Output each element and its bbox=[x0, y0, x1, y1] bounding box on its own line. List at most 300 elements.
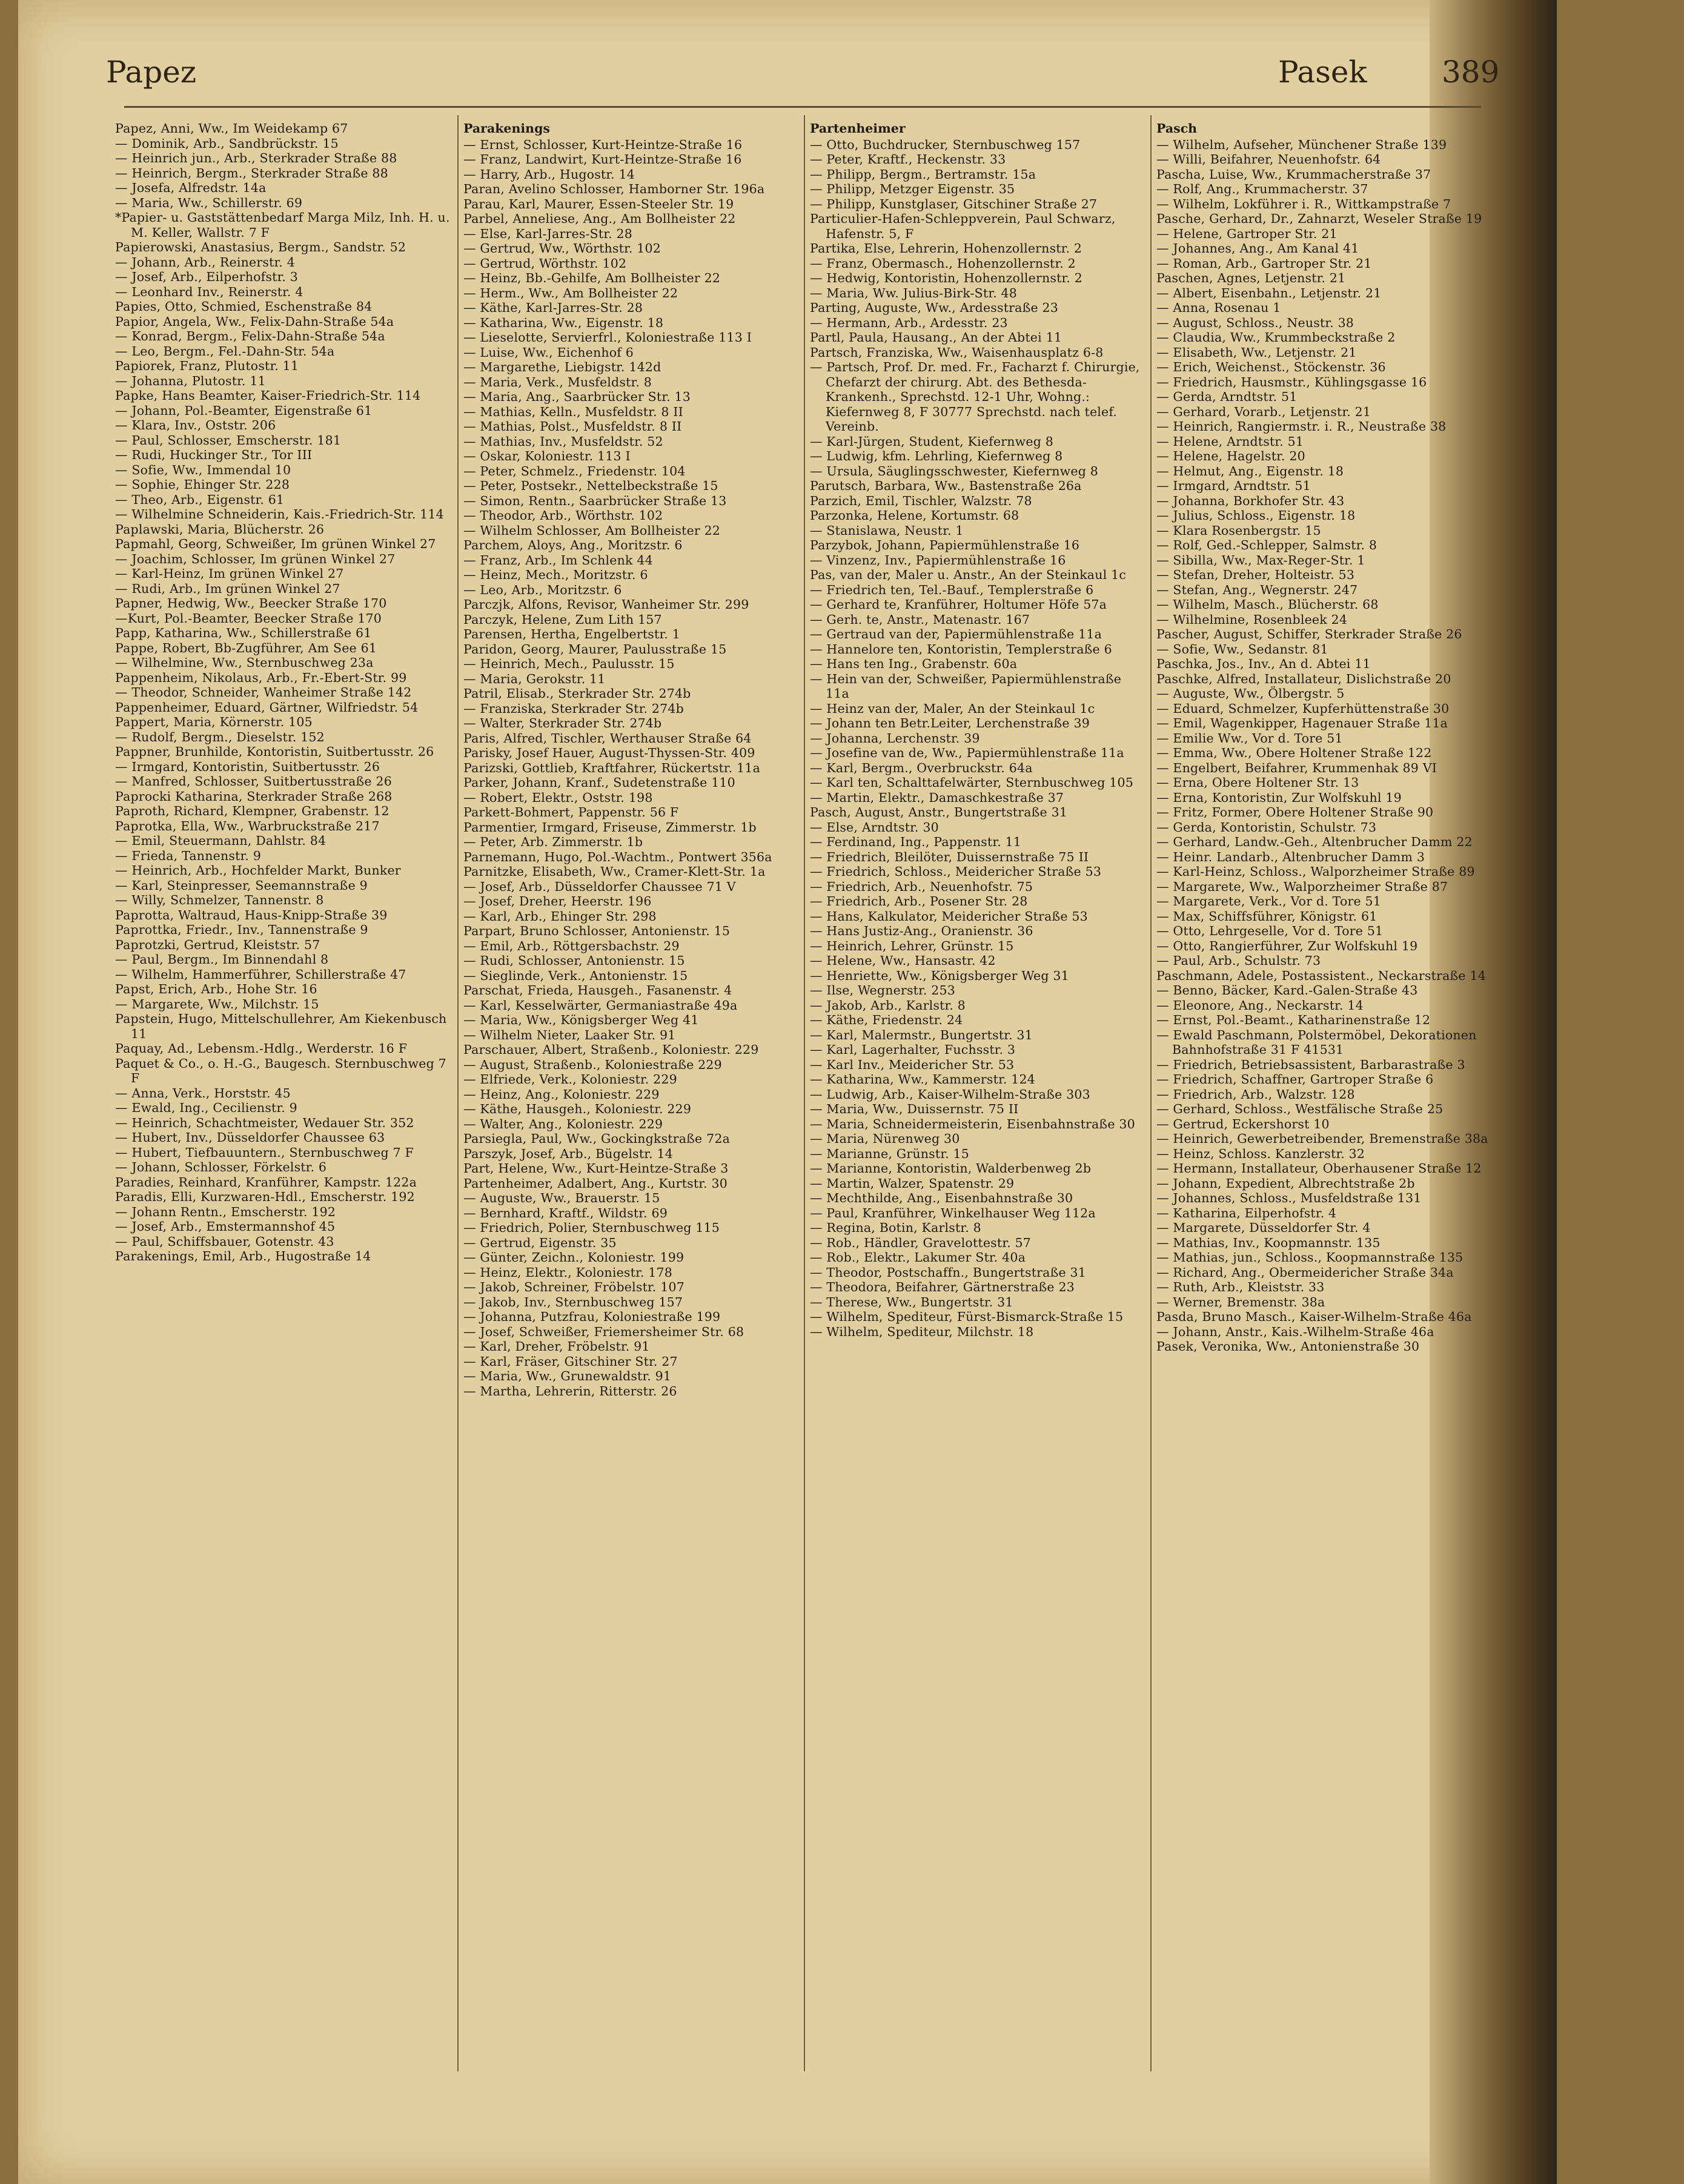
directory-entry: — Ernst, Pol.-Beamt., Katharinenstraße 12 bbox=[1156, 1013, 1431, 1027]
directory-entry: — Wilhelm, Lokführer i. R., Wittkampstraße 7 bbox=[1156, 196, 1451, 211]
directory-entry: — Hedwig, Kontoristin, Hohenzollernstr. 2 bbox=[810, 271, 1082, 285]
directory-entry: — Ilse, Wegnerstr. 253 bbox=[810, 983, 956, 998]
directory-entry: — Rob., Händler, Gravelottestr. 57 bbox=[810, 1235, 1031, 1250]
directory-entry: Pas, van der, Maler u. Anstr., An der Steinkaul 1c bbox=[810, 568, 1127, 582]
directory-entry: Parpart, Bruno Schlosser, Antonienstr. 15 bbox=[463, 924, 731, 938]
directory-entry: Papner, Hedwig, Ww., Beecker Straße 170 bbox=[115, 596, 387, 611]
directory-entry: Pappe, Robert, Bb-Zugführer, Am See 61 bbox=[115, 640, 377, 655]
directory-entry: — Otto, Lehrgeselle, Vor d. Tore 51 bbox=[1156, 924, 1384, 938]
directory-entry: Paquay, Ad., Lebensm.-Hdlg., Werderstr. 16 F bbox=[115, 1041, 408, 1056]
directory-entry: — Heinrich, Gewerbetreibender, Bremenstraße 38a bbox=[1156, 1131, 1488, 1146]
directory-entry: — Leo, Bergm., Fel.-Dahn-Str. 54a bbox=[115, 343, 335, 359]
directory-entry: Parczjk, Alfons, Revisor, Wanheimer Str. 299 bbox=[463, 597, 749, 612]
directory-entry: — Sibilla, Ww., Max-Reger-Str. 1 bbox=[1156, 552, 1365, 568]
directory-entry: — Johannes, Schloss., Musfeldstraße 131 bbox=[1156, 1191, 1422, 1205]
directory-entry: — Paul, Schlosser, Emscherstr. 181 bbox=[115, 432, 342, 448]
directory-entry: Paschke, Alfred, Installateur, Dislichstraße 20 bbox=[1156, 671, 1451, 686]
directory-entry: — Karl, Lagerhalter, Fuchsstr. 3 bbox=[810, 1042, 1016, 1057]
directory-entry: — Klara Rosenbergstr. 15 bbox=[1156, 523, 1321, 538]
directory-entry: — Rudi, Arb., Im grünen Winkel 27 bbox=[115, 581, 340, 596]
directory-entry: — Paul, Schiffsbauer, Gotenstr. 43 bbox=[115, 1234, 334, 1249]
directory-entry: — Heinz, Bb.-Gehilfe, Am Bollheister 22 bbox=[463, 271, 721, 285]
directory-entry: — Joachim, Schlosser, Im grünen Winkel 27 bbox=[115, 551, 396, 566]
directory-entry: — Maria, Gerokstr. 11 bbox=[463, 671, 606, 686]
directory-entry: Partenheimer, Adalbert, Ang., Kurtstr. 30 bbox=[463, 1176, 728, 1191]
directory-entry: — Irmgard, Kontoristin, Suitbertusstr. 26 bbox=[115, 759, 380, 774]
directory-entry: — Mathias, Kelln., Musfeldstr. 8 II bbox=[463, 404, 683, 419]
directory-entry: — Dominik, Arb., Sandbrückstr. 15 bbox=[115, 136, 339, 151]
directory-entry: Parakenings, Emil, Arb., Hugostraße 14 bbox=[115, 1249, 371, 1263]
directory-entry: — Franz, Arb., Im Schlenk 44 bbox=[463, 552, 653, 568]
directory-entry: — Vinzenz, Inv., Papiermühlenstraße 16 bbox=[810, 552, 1066, 568]
directory-entry: — Friedrich, Bleilöter, Duissernstraße 75 II bbox=[810, 849, 1089, 864]
directory-entry: Parnemann, Hugo, Pol.-Wachtm., Pontwert 356a bbox=[463, 849, 772, 864]
directory-entry: — Hannelore ten, Kontoristin, Templerstraße 6 bbox=[810, 641, 1112, 657]
directory-entry: Paprotzki, Gertrud, Kleiststr. 57 bbox=[115, 937, 320, 952]
directory-entry: — Friedrich, Arb., Neuenhofstr. 75 bbox=[810, 879, 1033, 894]
directory-entry: — Stefan, Ang., Wegnerstr. 247 bbox=[1156, 582, 1358, 597]
directory-entry: — Johanna, Borkhofer Str. 43 bbox=[1156, 493, 1345, 508]
directory-entry: Parutsch, Barbara, Ww., Bastenstraße 26a bbox=[810, 478, 1082, 493]
directory-entry: — Hermann, Installateur, Oberhausener Straße 12 bbox=[1156, 1161, 1482, 1176]
directory-entry: — Klara, Inv., Oststr. 206 bbox=[115, 418, 276, 432]
directory-entry: — Heinz, Ang., Koloniestr. 229 bbox=[463, 1087, 660, 1102]
directory-entry: — Karl, Malermstr., Bungertstr. 31 bbox=[810, 1027, 1033, 1042]
directory-entry: — Ruth, Arb., Kleiststr. 33 bbox=[1156, 1280, 1325, 1294]
directory-entry: — Erna, Obere Holtener Str. 13 bbox=[1156, 775, 1359, 790]
directory-entry: — Regina, Botin, Karlstr. 8 bbox=[810, 1220, 981, 1235]
directory-entry: — Hubert, Tiefbauuntern., Sternbuschweg 7 F bbox=[115, 1145, 414, 1160]
directory-entry: Parbel, Anneliese, Ang., Am Bollheister 22 bbox=[463, 211, 736, 226]
directory-entry: — Gertraud van der, Papiermühlenstraße 11a bbox=[810, 627, 1102, 641]
directory-entry: — Gertrud, Wörthstr. 102 bbox=[463, 256, 627, 271]
directory-entry: — Helene, Ww., Hansastr. 42 bbox=[810, 953, 996, 968]
column-4 bbox=[1156, 121, 1493, 2083]
directory-entry: — Fritz, Former, Obere Holtener Straße 90 bbox=[1156, 805, 1434, 819]
directory-entry: Parnitzke, Elisabeth, Ww., Cramer-Klett-Str. 1a bbox=[463, 864, 766, 879]
directory-entry: — Bernhard, Kraftf., Wildstr. 69 bbox=[463, 1205, 668, 1220]
directory-entry: — Karl, Steinpresser, Seemannstraße 9 bbox=[115, 878, 368, 893]
directory-entry: Parszyk, Josef, Arb., Bügelstr. 14 bbox=[463, 1146, 673, 1161]
directory-entry: — Katharina, Eilperhofstr. 4 bbox=[1156, 1205, 1337, 1220]
directory-entry: — Mathias, Polst., Musfeldstr. 8 II bbox=[463, 419, 682, 434]
directory-entry: — Josef, Arb., Eilperhofstr. 3 bbox=[115, 270, 299, 284]
directory-entry: Partsch, Franziska, Ww., Waisenhausplatz 6-8 bbox=[810, 345, 1104, 360]
directory-entry: Partl, Paula, Hausang., An der Abtei 11 bbox=[810, 330, 1062, 345]
directory-entry: — Mathias, jun., Schloss., Koopmannstraße 135 bbox=[1156, 1250, 1464, 1265]
directory-entry: Parschauer, Albert, Straßenb., Koloniestr. 229 bbox=[463, 1042, 759, 1057]
column-caption: Pasch bbox=[1156, 121, 1198, 136]
directory-entry: — Auguste, Ww., Brauerstr. 15 bbox=[463, 1191, 660, 1205]
header-rule bbox=[124, 106, 1481, 108]
directory-entry: — Manfred, Schlosser, Suitbertusstraße 26 bbox=[115, 774, 392, 789]
directory-entry: — Rudolf, Bergm., Dieselstr. 152 bbox=[115, 729, 325, 744]
directory-entry: — Helene, Gartroper Str. 21 bbox=[1156, 226, 1338, 241]
directory-entry: Paran, Avelino Schlosser, Hamborner Str. 196a bbox=[463, 182, 765, 196]
directory-entry: — Stanislawa, Neustr. 1 bbox=[810, 523, 964, 538]
directory-entry: Parsiegla, Paul, Ww., Gockingkstraße 72a bbox=[463, 1131, 731, 1146]
directory-entry: — Else, Karl-Jarres-Str. 28 bbox=[463, 226, 633, 241]
directory-entry: — Emilie Ww., Vor d. Tore 51 bbox=[1156, 730, 1343, 746]
directory-entry: — Philipp, Metzger Eigenstr. 35 bbox=[810, 182, 1015, 196]
directory-entry: — Hans Justiz-Ang., Oranienstr. 36 bbox=[810, 924, 1033, 938]
directory-entry: — Wilhelm Schlosser, Am Bollheister 22 bbox=[463, 523, 721, 538]
directory-entry: — Mechthilde, Ang., Eisenbahnstraße 30 bbox=[810, 1191, 1073, 1205]
directory-entry: Papez, Anni, Ww., Im Weidekamp 67 bbox=[115, 121, 348, 136]
directory-entry: Paprottka, Friedr., Inv., Tannenstraße 9 bbox=[115, 922, 368, 937]
directory-entry: — Gerda, Kontoristin, Schulstr. 73 bbox=[1156, 819, 1377, 835]
directory-entry: — Hans, Kalkulator, Meidericher Straße 53 bbox=[810, 908, 1088, 924]
directory-entry: — Margarethe, Liebigstr. 142d bbox=[463, 360, 661, 374]
directory-entry: — Peter, Schmelz., Friedenstr. 104 bbox=[463, 463, 686, 478]
directory-entry: — Henriette, Ww., Königsberger Weg 31 bbox=[810, 968, 1069, 983]
directory-entry: — Willy, Schmelzer, Tannenstr. 8 bbox=[115, 893, 324, 907]
directory-entry: — Hein van der, Schweißer, Papiermühlenstraße 11a bbox=[810, 671, 1122, 701]
directory-entry: Parkett-Bohmert, Pappenstr. 56 F bbox=[463, 805, 679, 819]
column-caption: Parakenings bbox=[463, 121, 550, 136]
directory-entry: Papior, Angela, Ww., Felix-Dahn-Straße 54a bbox=[115, 314, 394, 329]
column-3 bbox=[810, 121, 1146, 2083]
directory-entry: Pappenheim, Nikolaus, Arb., Fr.-Ebert-Str. 99 bbox=[115, 670, 407, 685]
directory-entry: — Günter, Zeichn., Koloniestr. 199 bbox=[463, 1250, 685, 1265]
directory-entry: — Philipp, Kunstglaser, Gitschiner Straße 27 bbox=[810, 196, 1098, 211]
directory-entry: — Wilhelmine, Rosenbleek 24 bbox=[1156, 612, 1348, 627]
directory-entry: — Heinz, Schloss. Kanzlerstr. 32 bbox=[1156, 1146, 1365, 1161]
directory-entry: — Margarete, Ww., Milchstr. 15 bbox=[115, 996, 319, 1011]
directory-entry: — Emil, Wagenkipper, Hagenauer Straße 11a bbox=[1156, 716, 1448, 730]
directory-entry: Pappenheimer, Eduard, Gärtner, Wilfriedstr. 54 bbox=[115, 700, 419, 715]
directory-entry: — Peter, Postsekr., Nettelbeckstraße 15 bbox=[463, 478, 718, 493]
directory-entry: — Jakob, Schreiner, Fröbelstr. 107 bbox=[463, 1280, 685, 1294]
directory-entry: — Hermann, Arb., Ardesstr. 23 bbox=[810, 315, 1008, 330]
directory-entry: — Werner, Bremenstr. 38a bbox=[1156, 1294, 1325, 1309]
directory-entry: — Walter, Ang., Koloniestr. 229 bbox=[463, 1116, 663, 1131]
directory-entry: Paprotta, Waltraud, Haus-Knipp-Straße 39 bbox=[115, 907, 388, 922]
directory-entry: — Leo, Arb., Moritzstr. 6 bbox=[463, 582, 622, 597]
directory-entry: Pasda, Bruno Masch., Kaiser-Wilhelm-Straße 46a bbox=[1156, 1309, 1472, 1324]
directory-entry: Parensen, Hertha, Engelbertstr. 1 bbox=[463, 627, 680, 641]
directory-entry: — Elisabeth, Ww., Letjenstr. 21 bbox=[1156, 345, 1357, 360]
directory-entry: Part, Helene, Ww., Kurt-Heintze-Straße 3 bbox=[463, 1161, 729, 1176]
directory-entry: Pascha, Luise, Ww., Krummacherstraße 37 bbox=[1156, 167, 1431, 182]
directory-entry: Patril, Elisab., Sterkrader Str. 274b bbox=[463, 686, 691, 701]
directory-entry: — Albert, Eisenbahn., Letjenstr. 21 bbox=[1156, 285, 1382, 300]
directory-entry: — Paul, Kranführer, Winkelhauser Weg 112a bbox=[810, 1205, 1096, 1220]
directory-entry: Pappner, Brunhilde, Kontoristin, Suitbertusstr. 26 bbox=[115, 744, 434, 759]
directory-entry: — Johann, Expedient, Albrechtstraße 2b bbox=[1156, 1176, 1415, 1191]
directory-entry: — Willi, Beifahrer, Neuenhofstr. 64 bbox=[1156, 152, 1381, 167]
directory-entry: — Roman, Arb., Gartroper Str. 21 bbox=[1156, 256, 1372, 271]
directory-entry: — Heinrich, Rangiermstr. i. R., Neustraße 38 bbox=[1156, 419, 1447, 434]
directory-entry: — Theo, Arb., Eigenstr. 61 bbox=[115, 492, 285, 507]
directory-entry: — Friedrich, Arb., Posener Str. 28 bbox=[810, 894, 1028, 908]
directory-entry: — Karl-Heinz, Schloss., Walporzheimer Straße 89 bbox=[1156, 864, 1475, 879]
directory-entry: — August, Schloss., Neustr. 38 bbox=[1156, 315, 1354, 330]
directory-entry: Pascher, August, Schiffer, Sterkrader Straße 26 bbox=[1156, 627, 1462, 641]
directory-entry: Papst, Erich, Arb., Hohe Str. 16 bbox=[115, 982, 317, 996]
directory-entry: — Karl, Bergm., Overbruckstr. 64a bbox=[810, 760, 1033, 775]
directory-entry: — Konrad, Bergm., Felix-Dahn-Straße 54a bbox=[115, 329, 385, 343]
directory-entry: — Hans ten Ing., Grabenstr. 60a bbox=[810, 657, 1018, 671]
directory-entry: — Karl-Heinz, Im grünen Winkel 27 bbox=[115, 566, 344, 581]
directory-entry: — Rudi, Schlosser, Antonienstr. 15 bbox=[463, 953, 685, 968]
directory-entry: — Robert, Elektr., Oststr. 198 bbox=[463, 790, 653, 805]
directory-entry: — Wilhelm, Spediteur, Milchstr. 18 bbox=[810, 1324, 1034, 1339]
directory-entry: — Karl-Jürgen, Student, Kiefernweg 8 bbox=[810, 434, 1054, 449]
directory-entry: — Ursula, Säuglingsschwester, Kiefernweg 8 bbox=[810, 463, 1099, 478]
directory-entry: — Karl, Arb., Ehinger Str. 298 bbox=[463, 908, 657, 924]
directory-entry: — Friedrich, Hausmstr., Kühlingsgasse 16 bbox=[1156, 374, 1427, 389]
directory-entry: — Irmgard, Arndtstr. 51 bbox=[1156, 478, 1311, 493]
directory-entry: — Gerhard, Landw.-Geh., Altenbrucher Damm 22 bbox=[1156, 835, 1473, 849]
directory-entry: — Herm., Ww., Am Bollheister 22 bbox=[463, 285, 678, 300]
directory-entry: Partika, Else, Lehrerin, Hohenzollernstr. 2 bbox=[810, 241, 1082, 256]
directory-entry: Parzonka, Helene, Kortumstr. 68 bbox=[810, 508, 1019, 523]
directory-entry: — Mathias, Inv., Musfeldstr. 52 bbox=[463, 434, 663, 449]
directory-entry: Papstein, Hugo, Mittelschullehrer, Am Kiekenbusch 11 bbox=[115, 1011, 447, 1041]
directory-entry: — Auguste, Ww., Ölbergstr. 5 bbox=[1156, 686, 1345, 701]
directory-entry: — Sophie, Ehinger Str. 228 bbox=[115, 477, 290, 492]
directory-entry: — Sofie, Ww., Sedanstr. 81 bbox=[1156, 641, 1328, 657]
directory-entry: Paprotka, Ella, Ww., Warbruckstraße 217 bbox=[115, 818, 380, 833]
directory-entry: — Maria, Ww., Königsberger Weg 41 bbox=[463, 1013, 699, 1027]
directory-entry: — Anna, Rosenau 1 bbox=[1156, 300, 1281, 315]
directory-entry: — Gertrud, Eckershorst 10 bbox=[1156, 1116, 1330, 1131]
directory-entry: — Johann, Schlosser, Förkelstr. 6 bbox=[115, 1160, 327, 1174]
directory-entry: Papp, Katharina, Ww., Schillerstraße 61 bbox=[115, 626, 372, 640]
directory-entry: — Elfriede, Verk., Koloniestr. 229 bbox=[463, 1072, 677, 1087]
directory-entry: — Heinrich, Schachtmeister, Wedauer Str. 352 bbox=[115, 1115, 414, 1130]
directory-entry: — Erna, Kontoristin, Zur Wolfskuhl 19 bbox=[1156, 790, 1402, 805]
column-divider bbox=[804, 115, 805, 2071]
header-last-name: Pasek bbox=[1278, 55, 1367, 90]
directory-entry: Parchem, Aloys, Ang., Moritzstr. 6 bbox=[463, 538, 683, 552]
directory-entry: — Johann ten Betr.Leiter, Lerchenstraße 39 bbox=[810, 716, 1090, 730]
directory-entry: — Partsch, Prof. Dr. med. Fr., Facharzt f. Chirurgie, Chefarzt der chirurg. Abt. des Bethesda-Krankenh., Sprechstd. 12-1 Uhr, Wohng.: Kiefernweg 8, F 30777 Sprechstd. nach telef. Vereinb. bbox=[810, 360, 1140, 434]
directory-entry: — Eduard, Schmelzer, Kupferhüttenstraße 30 bbox=[1156, 701, 1450, 716]
directory-entry: — Johanna, Plutostr. 11 bbox=[115, 373, 266, 388]
directory-entry: — Gertrud, Ww., Wörthstr. 102 bbox=[463, 241, 661, 256]
directory-entry: — Ludwig, Arb., Kaiser-Wilhelm-Straße 303 bbox=[810, 1087, 1090, 1102]
directory-entry: Parting, Auguste, Ww., Ardesstraße 23 bbox=[810, 300, 1059, 315]
directory-entry: — Emma, Ww., Obere Holtener Straße 122 bbox=[1156, 746, 1432, 760]
directory-entry: — Else, Arndtstr. 30 bbox=[810, 819, 939, 835]
directory-entry: Papierowski, Anastasius, Bergm., Sandstr. 52 bbox=[115, 240, 406, 254]
directory-entry: Pasche, Gerhard, Dr., Zahnarzt, Weseler Straße 19 bbox=[1156, 211, 1482, 226]
directory-entry: — Max, Schiffsführer, Königstr. 61 bbox=[1156, 908, 1377, 924]
directory-entry: — Josef, Arb., Emstermannshof 45 bbox=[115, 1219, 336, 1234]
directory-entry: — Karl ten, Schalttafelwärter, Sternbuschweg 105 bbox=[810, 775, 1134, 790]
directory-entry: — Friedrich, Polier, Sternbuschweg 115 bbox=[463, 1220, 720, 1235]
directory-entry: Papies, Otto, Schmied, Eschenstraße 84 bbox=[115, 299, 373, 314]
directory-entry: — Erich, Weichenst., Stöckenstr. 36 bbox=[1156, 360, 1386, 374]
column-1 bbox=[115, 121, 451, 2083]
directory-entry: — Maria, Ww., Duissernstr. 75 II bbox=[810, 1102, 1019, 1116]
directory-entry: — Wilhelm, Masch., Blücherstr. 68 bbox=[1156, 597, 1379, 612]
directory-entry: — Maria, Ww., Schillerstr. 69 bbox=[115, 195, 303, 210]
directory-entry: — Frieda, Tannenstr. 9 bbox=[115, 848, 261, 863]
directory-entry: — Luise, Ww., Eichenhof 6 bbox=[463, 345, 634, 360]
directory-entry: — Friedrich, Schaffner, Gartroper Straße 6 bbox=[1156, 1072, 1434, 1087]
directory-entry: — Margarete, Düsseldorfer Str. 4 bbox=[1156, 1220, 1371, 1235]
directory-entry: — Otto, Buchdrucker, Sternbuschweg 157 bbox=[810, 137, 1081, 152]
directory-entry: — Karl Inv., Meidericher Str. 53 bbox=[810, 1057, 1015, 1072]
directory-entry: — Karl, Fräser, Gitschiner Str. 27 bbox=[463, 1354, 678, 1369]
directory-entry: Pasek, Veronika, Ww., Antonienstraße 30 bbox=[1156, 1339, 1420, 1354]
directory-entry: Particulier-Hafen-Schleppverein, Paul Schwarz, Hafenstr. 5, F bbox=[810, 211, 1116, 241]
directory-entry: — Peter, Kraftf., Heckenstr. 33 bbox=[810, 152, 1006, 167]
directory-entry: Parmentier, Irmgard, Friseuse, Zimmerstr. 1b bbox=[463, 819, 757, 835]
directory-entry: — Jakob, Inv., Sternbuschweg 157 bbox=[463, 1294, 683, 1309]
directory-entry: Paproth, Richard, Klempner, Grabenstr. 12 bbox=[115, 804, 390, 818]
directory-entry: — Rudi, Huckinger Str., Tor III bbox=[115, 448, 313, 462]
directory-entry: — Helmut, Ang., Eigenstr. 18 bbox=[1156, 463, 1344, 478]
directory-entry: Parzich, Emil, Tischler, Walzstr. 78 bbox=[810, 493, 1032, 508]
directory-entry: — Wilhelmine Schneiderin, Kais.-Friedrich-Str. 114 bbox=[115, 507, 444, 521]
directory-entry: — Wilhelm, Hammerführer, Schillerstraße 47 bbox=[115, 967, 406, 982]
directory-entry: — Gerh. te, Anstr., Matenastr. 167 bbox=[810, 612, 1030, 627]
directory-entry: Paradies, Reinhard, Kranführer, Kampstr. 122a bbox=[115, 1174, 417, 1190]
directory-entry: — Martin, Elektr., Damaschkestraße 37 bbox=[810, 790, 1064, 805]
directory-entry: — Sieglinde, Verk., Antonienstr. 15 bbox=[463, 968, 688, 983]
directory-entry: — Otto, Rangierführer, Zur Wolfskuhl 19 bbox=[1156, 938, 1418, 953]
directory-entry: — Ferdinand, Ing., Pappenstr. 11 bbox=[810, 835, 1021, 849]
directory-entry: — Friedrich, Betriebsassistent, Barbarastraße 3 bbox=[1156, 1057, 1465, 1072]
directory-entry: — Maria, Nürenweg 30 bbox=[810, 1131, 960, 1146]
directory-entry: — Käthe, Karl-Jarres-Str. 28 bbox=[463, 300, 643, 315]
directory-entry: — Maria, Ang., Saarbrücker Str. 13 bbox=[463, 389, 691, 404]
directory-entry: — Jakob, Arb., Karlstr. 8 bbox=[810, 998, 966, 1013]
directory-entry: — Theodor, Postschaffn., Bungertstraße 31 bbox=[810, 1265, 1086, 1280]
directory-entry: — Johanna, Lerchenstr. 39 bbox=[810, 730, 980, 746]
directory-entry: — Heinz, Mech., Moritzstr. 6 bbox=[463, 568, 648, 582]
directory-entry: —Kurt, Pol.-Beamter, Beecker Straße 170 bbox=[115, 611, 382, 626]
directory-entry: — Anna, Verk., Horststr. 45 bbox=[115, 1085, 291, 1100]
directory-entry: — Sofie, Ww., Immendal 10 bbox=[115, 462, 291, 477]
directory-entry: Parau, Karl, Maurer, Essen-Steeler Str. 19 bbox=[463, 196, 734, 211]
directory-entry: Paschmann, Adele, Postassistent., Neckarstraße 14 bbox=[1156, 968, 1486, 983]
directory-entry: — Lieselotte, Servierfrl., Koloniestraße 113 I bbox=[463, 330, 752, 345]
directory-entry: — Heinrich, Arb., Hochfelder Markt, Bunker bbox=[115, 863, 401, 878]
directory-entry: — Johanna, Putzfrau, Koloniestraße 199 bbox=[463, 1309, 721, 1324]
directory-entry: — Peter, Arb. Zimmerstr. 1b bbox=[463, 835, 643, 849]
directory-entry: Parisky, Josef Hauer, August-Thyssen-Str. 409 bbox=[463, 746, 755, 760]
directory-entry: — Heinrich jun., Arb., Sterkrader Straße 88 bbox=[115, 151, 397, 165]
directory-entry: — Katharina, Ww., Eigenstr. 18 bbox=[463, 315, 664, 330]
directory-entry: Papke, Hans Beamter, Kaiser-Friedrich-Str. 114 bbox=[115, 388, 421, 403]
directory-entry: — Heinz, Elektr., Koloniestr. 178 bbox=[463, 1265, 672, 1280]
directory-entry: — Claudia, Ww., Krummbeckstraße 2 bbox=[1156, 330, 1396, 345]
directory-entry: — Wilhelm, Spediteur, Fürst-Bismarck-Straße 15 bbox=[810, 1309, 1124, 1324]
directory-entry: — Josefa, Alfredstr. 14a bbox=[115, 180, 267, 195]
directory-entry: — Stefan, Dreher, Holteistr. 53 bbox=[1156, 568, 1355, 582]
directory-entry: — Karl, Dreher, Fröbelstr. 91 bbox=[463, 1339, 650, 1354]
directory-entry: Pappert, Maria, Körnerstr. 105 bbox=[115, 715, 313, 729]
directory-entry: — Emil, Steuermann, Dahlstr. 84 bbox=[115, 833, 327, 848]
directory-entry: Paplawski, Maria, Blücherstr. 26 bbox=[115, 521, 325, 537]
directory-entry: — Johann Rentn., Emscherstr. 192 bbox=[115, 1204, 336, 1219]
directory-entry: — Gerda, Arndtstr. 51 bbox=[1156, 389, 1298, 404]
directory-entry: Parschat, Frieda, Hausgeh., Fasanenstr. 4 bbox=[463, 983, 732, 998]
directory-entry: — Engelbert, Beifahrer, Krummenhak 89 VI bbox=[1156, 760, 1437, 775]
header-first-name: Papez bbox=[106, 55, 197, 90]
directory-entry: — Gerhard, Schloss., Westfälische Straße 25 bbox=[1156, 1102, 1444, 1116]
directory-entry: — Simon, Rentn., Saarbrücker Straße 13 bbox=[463, 493, 727, 508]
directory-entry: — Josefine van de, Ww., Papiermühlenstraße 11a bbox=[810, 746, 1124, 760]
directory-entry: — Heinz van der, Maler, An der Steinkaul 1c bbox=[810, 701, 1095, 716]
directory-entry: Paradis, Elli, Kurzwaren-Hdl., Emscherstr. 192 bbox=[115, 1190, 415, 1204]
directory-entry: Paschka, Jos., Inv., An d. Abtei 11 bbox=[1156, 657, 1371, 671]
directory-entry: — Helene, Hagelstr. 20 bbox=[1156, 449, 1305, 463]
directory-entry: — Ewald, Ing., Cecilienstr. 9 bbox=[115, 1100, 297, 1115]
directory-entry: Papiorek, Franz, Plutostr. 11 bbox=[115, 359, 299, 373]
directory-entry: — Ewald Paschmann, Polstermöbel, Dekorationen Bahnhofstraße 31 F 41531 bbox=[1156, 1027, 1477, 1057]
directory-entry: — Karl, Kesselwärter, Germaniastraße 49a bbox=[463, 998, 738, 1013]
directory-entry: — Josef, Arb., Düsseldorfer Chaussee 71 V bbox=[463, 879, 736, 894]
directory-entry: — Ludwig, kfm. Lehrling, Kiefernweg 8 bbox=[810, 449, 1063, 463]
directory-entry: — Wilhelm Nieter, Laaker Str. 91 bbox=[463, 1027, 676, 1042]
directory-entry: — Franziska, Sterkrader Str. 274b bbox=[463, 701, 684, 716]
directory-entry: — Richard, Ang., Obermeidericher Straße 34a bbox=[1156, 1265, 1454, 1280]
directory-entry: — Friedrich ten, Tel.-Bauf., Templerstraße 6 bbox=[810, 582, 1094, 597]
directory-entry: Parczyk, Helene, Zum Lith 157 bbox=[463, 612, 662, 627]
directory-entry: — Martha, Lehrerin, Ritterstr. 26 bbox=[463, 1383, 677, 1398]
directory-entry: Parizski, Gottlieb, Kraftfahrer, Rückertstr. 11a bbox=[463, 760, 761, 775]
column-caption: Partenheimer bbox=[810, 121, 906, 136]
directory-entry: — Harry, Arb., Hugostr. 14 bbox=[463, 167, 635, 182]
directory-entry: — Helene, Arndtstr. 51 bbox=[1156, 434, 1304, 449]
directory-entry: — Heinrich, Mech., Paulusstr. 15 bbox=[463, 657, 675, 671]
directory-entry: — Katharina, Ww., Kammerstr. 124 bbox=[810, 1072, 1035, 1087]
directory-entry: — Julius, Schloss., Eigenstr. 18 bbox=[1156, 508, 1356, 523]
directory-entry: — Eleonore, Ang., Neckarstr. 14 bbox=[1156, 998, 1364, 1013]
directory-entry: — Paul, Arb., Schulstr. 73 bbox=[1156, 953, 1321, 968]
directory-entry: — Mathias, Inv., Koopmannstr. 135 bbox=[1156, 1235, 1381, 1250]
directory-entry: Papmahl, Georg, Schweißer, Im grünen Winkel 27 bbox=[115, 537, 436, 551]
directory-entry: — Josef, Schweißer, Friemersheimer Str. 68 bbox=[463, 1324, 744, 1339]
directory-entry: — Maria, Ww., Grunewaldstr. 91 bbox=[463, 1369, 672, 1383]
directory-entry: Parzybok, Johann, Papiermühlenstraße 16 bbox=[810, 538, 1080, 552]
directory-entry: — Franz, Obermasch., Hohenzollernstr. 2 bbox=[810, 256, 1076, 271]
directory-entry: — Heinrich, Bergm., Sterkrader Straße 88 bbox=[115, 165, 388, 180]
directory-entry: — Margarete, Ww., Walporzheimer Straße 87 bbox=[1156, 879, 1448, 894]
directory-entry: — Johann, Anstr., Kais.-Wilhelm-Straße 46a bbox=[1156, 1324, 1434, 1339]
directory-entry: Paris, Alfred, Tischler, Werthauser Straße 64 bbox=[463, 730, 752, 746]
column-divider bbox=[1150, 115, 1152, 2071]
directory-entry: — Margarete, Verk., Vor d. Tore 51 bbox=[1156, 894, 1382, 908]
directory-entry: — Therese, Ww., Bungertstr. 31 bbox=[810, 1294, 1013, 1309]
directory-entry: Paquet & Co., o. H.-G., Baugesch. Sternbuschweg 7 F bbox=[115, 1056, 446, 1085]
directory-entry: — Friedrich, Arb., Walzstr. 128 bbox=[1156, 1087, 1355, 1102]
column-2 bbox=[463, 121, 800, 2083]
directory-entry: — Rolf, Ang., Krummacherstr. 37 bbox=[1156, 182, 1368, 196]
directory-entry: — Gertrud, Eigenstr. 35 bbox=[463, 1235, 617, 1250]
directory-entry: — Maria, Ww. Julius-Birk-Str. 48 bbox=[810, 285, 1017, 300]
directory-entry: — August, Straßenb., Koloniestraße 229 bbox=[463, 1057, 722, 1072]
directory-entry: — Benno, Bäcker, Kard.-Galen-Straße 43 bbox=[1156, 983, 1418, 998]
directory-entry: — Theodor, Arb., Wörthstr. 102 bbox=[463, 508, 663, 523]
directory-entry: — Josef, Dreher, Heerstr. 196 bbox=[463, 894, 652, 908]
directory-entry: — Walter, Sterkrader Str. 274b bbox=[463, 716, 662, 730]
directory-entry: Paprocki Katharina, Sterkrader Straße 268 bbox=[115, 789, 393, 804]
directory-entry: — Käthe, Friedenstr. 24 bbox=[810, 1013, 963, 1027]
directory-entry: — Heinrich, Lehrer, Grünstr. 15 bbox=[810, 938, 1014, 953]
page-number: 389 bbox=[1442, 55, 1500, 90]
directory-entry: — Leonhard Inv., Reinerstr. 4 bbox=[115, 284, 303, 299]
directory-entry: — Franz, Landwirt, Kurt-Heintze-Straße 16 bbox=[463, 152, 742, 167]
directory-entry: — Marianne, Kontoristin, Walderbenweg 2b bbox=[810, 1161, 1092, 1176]
directory-entry: — Maria, Schneidermeisterin, Eisenbahnstraße 30 bbox=[810, 1116, 1135, 1131]
